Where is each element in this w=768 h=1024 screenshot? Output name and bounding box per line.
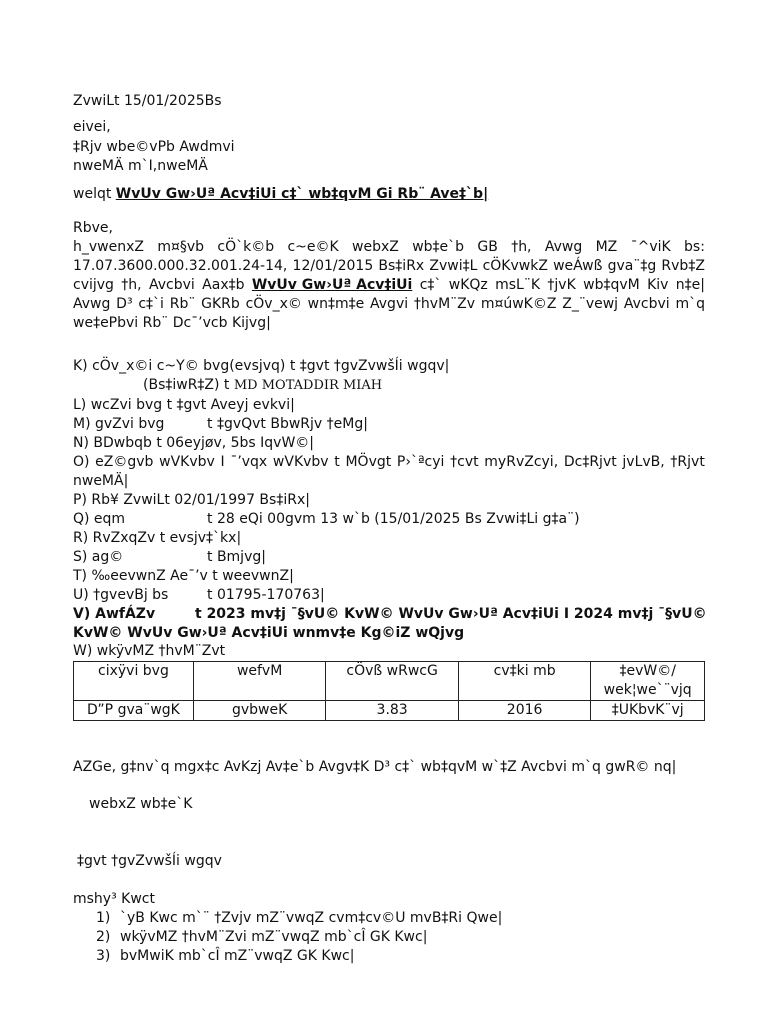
table-cell: ‡UKbvK¨vj xyxy=(591,701,705,721)
date-line: ZvwiLt 15/01/2025Bs xyxy=(73,93,222,109)
table-cell: gvbweK xyxy=(193,701,326,721)
field-name-bangla: K) cÖv_x©i c~Y© bvg(evsjvq) t ‡gvt †gvZvwšÍi wgqv| xyxy=(73,358,450,374)
body-line-4: Avwg D³ c‡`i Rb¨ GKRb cÖv_x© wn‡m‡e Avgvi †hvM¨Zv m¤úwK©Z Z_¨vewj Avcbvi m`q xyxy=(73,296,705,312)
field-marital-status: T) ‰eevwnZ Ae¯’v t weevwnZ| xyxy=(73,568,294,584)
salutation: Rbve, xyxy=(73,220,113,236)
field-religion: S) ag© t Bmjvg| xyxy=(73,549,266,565)
field-address: O) eZ©gvb wVKvbv I ¯’vqx wVKvbv t MÖvgt P›`ªcyi †cvt myRvZcyi, Dc‡Rjvt jvLvB, †Rjvt xyxy=(73,454,705,470)
english-name: MD MOTADDIR MIAH xyxy=(233,378,383,393)
attachments-title: mshy³ Kwct xyxy=(73,891,155,907)
table-row xyxy=(74,701,705,721)
subject-line xyxy=(73,185,488,203)
field-age: Q) eqm t 28 eQi 00gvm 13 w`b (15/01/2025 Bs Zvwi‡Li g‡a¨) xyxy=(73,511,580,527)
table-header: cv‡ki mb xyxy=(458,662,591,701)
table-header: ‡evW©/ wek¦we`¨vjq xyxy=(591,662,705,701)
field-union: N) BDwbqb t 06eyjøv, 5bs IqvW©| xyxy=(73,435,315,451)
recipient-line: ‡Rjv wbe©vPb Awdmvi xyxy=(73,139,235,155)
list-item: 1) `yB Kwc m`¨ †Zvjv mZ¨vwqZ cvm‡cv©U mvB‡Ri Qwe| xyxy=(96,910,503,926)
table-cell: D”P gva¨wgK xyxy=(74,701,194,721)
table-header: cixÿvi bvg xyxy=(74,662,194,701)
field-father: L) wcZvi bvg t ‡gvt Aveyj evkvi| xyxy=(73,397,295,413)
body-line-3: cvijvg †h, Avcbvi Aax‡b WvUv Gw›Uª Acv‡iUi c‡` wKQz msL¨K †jvK wb‡qvM Kiv n‡e| xyxy=(73,277,705,293)
recipient-line: nweMÄ m`I,nweMÄ xyxy=(73,158,208,174)
post-title: WvUv Gw›Uª Acv‡iUi xyxy=(251,277,413,293)
table-header: cÖvß wRwcG xyxy=(326,662,459,701)
field-mobile: U) †gvevBj bs t 01795-170763| xyxy=(73,587,325,603)
field-address-cont: nweMÄ| xyxy=(73,473,129,489)
field-experience: V) AwfÁZv t 2023 mv‡j ¯§vU© KvW© WvUv Gw›Uª Acv‡iUi I 2024 mv‡j ¯§vU© xyxy=(73,606,707,622)
list-item: 3) bvMwiK mb`cÎ mZ¨vwqZ GK Kwc| xyxy=(96,948,355,964)
subject-label: welqt xyxy=(73,186,112,202)
field-education: W) wkÿvMZ †hvM¨Zvt xyxy=(73,643,226,659)
list-item: 2) wkÿvMZ †hvM¨Zvi mZ¨vwqZ mb`cÎ GK Kwc| xyxy=(96,929,428,945)
body-line-2: 17.07.3600.000.32.001.24-14, 12/01/2015 Bs‡iRx Zvwi‡L cÖKvwkZ weÁwß gva¨‡g Rvb‡Z xyxy=(73,258,705,274)
recipient-line: eivei, xyxy=(73,119,111,135)
field-nationality: R) RvZxqZv t evsjv‡`kx| xyxy=(73,530,242,546)
subject-text: WvUv Gw›Uª Acv‡iUi c‡` wb‡qvM Gi Rb¨ Ave‡`b| xyxy=(115,186,489,202)
table-header-row xyxy=(74,662,705,701)
signature-name: ‡gvt †gvZvwšÍi wgqv xyxy=(77,853,222,869)
table-header: wefvM xyxy=(193,662,326,701)
body-line-1: h_vwenxZ m¤§vb cÖ`k©b c~e©K webxZ wb‡e`b GB †h, Avwg MZ ¯^viK bs: xyxy=(73,239,705,255)
table-cell: 3.83 xyxy=(326,701,459,721)
field-experience-cont: KvW© WvUv Gw›Uª Acv‡iUi wnmv‡e Kg©iZ wQjvg xyxy=(73,625,465,641)
field-mother: M) gvZvi bvg t ‡gvQvt BbwRjv †eMg| xyxy=(73,416,368,432)
field-name-english: (Bs‡iwR‡Z) t MD MOTADDIR MIAH xyxy=(143,377,383,393)
table-cell: 2016 xyxy=(458,701,591,721)
education-table xyxy=(73,661,705,721)
field-birthdate: P) Rb¥ ZvwiLt 02/01/1997 Bs‡iRx| xyxy=(73,492,310,508)
closing-line: AZGe, g‡nv`q mgx‡c AvKzj Av‡e`b Avgv‡K D³ c‡` wb‡qvM w`‡Z Avcbvi m`q gwR© nq| xyxy=(73,759,677,775)
body-line-5: we‡ePbvi Rb¨ Dc¯’vcb Kijvg| xyxy=(73,315,271,331)
sign-off: webxZ wb‡e`K xyxy=(89,796,193,812)
